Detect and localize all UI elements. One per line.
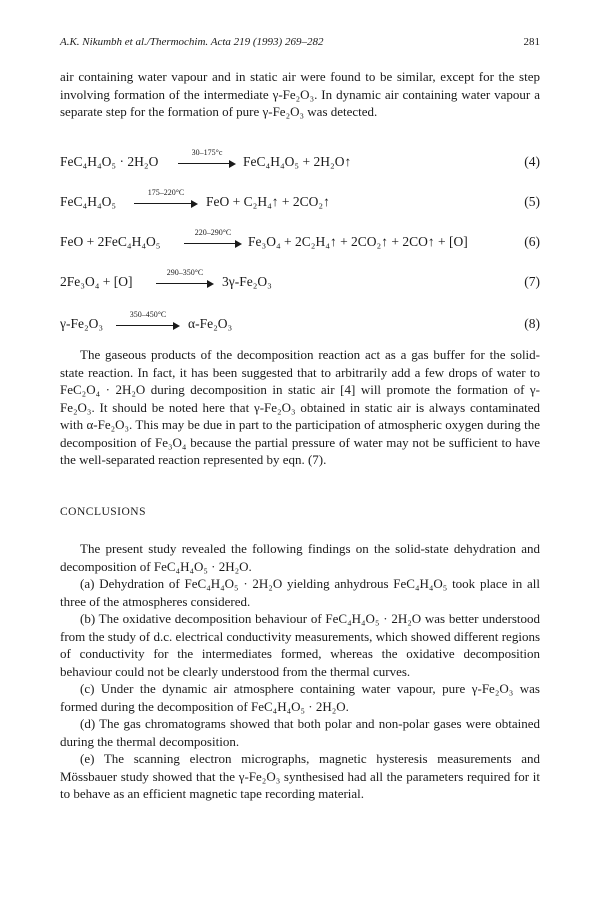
arrow-head-icon	[173, 322, 180, 330]
equation-products: Fe₃O₄ + 2C₂H₄↑ + 2CO₂↑ + 2CO↑ + [O]	[248, 234, 468, 249]
equation-number: (4)	[524, 154, 540, 169]
temperature-range: 290–350°C	[166, 268, 204, 277]
equation-7	[60, 268, 540, 294]
conclusions-body	[60, 540, 540, 803]
arrow-head-icon	[191, 200, 198, 208]
equation-reactants: 2Fe₃O₄ + [O]	[60, 274, 133, 289]
section-heading: CONCLUSIONS	[60, 506, 147, 518]
equation-number: (8)	[524, 316, 540, 331]
intro-paragraph	[60, 68, 540, 121]
temperature-range: 175–220°C	[147, 188, 185, 197]
equation-number: (7)	[524, 274, 540, 289]
equation-4	[60, 148, 540, 174]
running-head	[60, 36, 540, 52]
equation-products: FeO + C₂H₄↑ + 2CO₂↑	[206, 194, 330, 209]
reaction-arrow	[184, 228, 242, 250]
conclusions-intro: The present study revealed the following findings on the solid-state dehydration and decomposition of FeC₄H₄O₅ · 2H₂O.	[60, 541, 540, 574]
temperature-range: 30–175°c	[191, 148, 223, 157]
equation-number: (6)	[524, 234, 540, 249]
reaction-arrow	[116, 310, 180, 332]
equation-5	[60, 188, 540, 214]
discussion-paragraph	[60, 346, 540, 469]
discussion-text: The gaseous products of the decomposition reaction act as a gas buffer for the solid-state reaction. In fact, it has been suggested that to arbitrarily add a few drops of water to FeC₂O₄ · 2H₂O during decomposition in static air [4] will promote the formation of γ-Fe₂O₃. It should be noted here that γ-Fe₂O₃ obtained in static air is always contaminated with α-Fe₂O₃. This may be due in part to the participation of atmospheric oxygen during the decomposition of Fe₃O₄ because the partial pressure of water may not be sufficient to have the well-separated reaction represented by eqn. (7).	[60, 347, 540, 467]
arrow-head-icon	[207, 280, 214, 288]
equation-products: α-Fe₂O₃	[188, 316, 233, 331]
temperature-range: 220–290°C	[194, 228, 232, 237]
finding-b: (b) The oxidative decomposition behaviour of FeC₄H₄O₅ · 2H₂O was better understood from the study of d.c. electrical conductivity measurements, which showed different regions of conductivity for the intermediates formed, whereas the oxidative decomposition behaviour could not be clearly understood from the thermal curves.	[60, 611, 540, 679]
page-number: 281	[523, 36, 540, 48]
reaction-arrow	[178, 148, 236, 170]
equation-reactants: FeC₄H₄O₅ · 2H₂O	[60, 154, 159, 169]
equation-8	[60, 310, 540, 336]
equation-reactants: FeO + 2FeC₄H₄O₅	[60, 234, 161, 249]
intro-text: air containing water vapour and in static air were found to be similar, except for the step involving formation of the intermediate γ-Fe₂O₃. In dynamic air containing water vapour a separate step for the formation of pure γ-Fe₂O₃ was detected.	[60, 69, 540, 119]
equation-6	[60, 228, 540, 254]
equation-reactants: γ-Fe₂O₃	[60, 316, 104, 331]
equation-number: (5)	[524, 194, 540, 209]
finding-d: (d) The gas chromatograms showed that both polar and non-polar gases were obtained during the thermal decomposition.	[60, 716, 540, 749]
reaction-arrow	[134, 188, 198, 210]
equation-products: 3γ-Fe₂O₃	[222, 274, 272, 289]
finding-e: (e) The scanning electron micrographs, magnetic hysteresis measurements and Mössbauer study showed that the γ-Fe₂O₃ synthesised had all the parameters required for it to behave as an efficient magnetic tape recording material.	[60, 751, 540, 801]
reaction-arrow	[156, 268, 214, 290]
finding-a: (a) Dehydration of FeC₄H₄O₅ · 2H₂O yielding anhydrous FeC₄H₄O₅ took place in all three of the atmospheres considered.	[60, 576, 540, 609]
arrow-head-icon	[235, 240, 242, 248]
finding-c: (c) Under the dynamic air atmosphere containing water vapour, pure γ-Fe₂O₃ was formed during the decomposition of FeC₄H₄O₅ · 2H₂O.	[60, 681, 540, 714]
citation-header: A.K. Nikumbh et al./Thermochim. Acta 219 (1993) 269–282	[60, 36, 324, 48]
temperature-range: 350–450°C	[129, 310, 167, 319]
equation-products: FeC₄H₄O₅ + 2H₂O↑	[243, 154, 352, 169]
arrow-head-icon	[229, 160, 236, 168]
equation-reactants: FeC₄H₄O₅	[60, 194, 117, 209]
